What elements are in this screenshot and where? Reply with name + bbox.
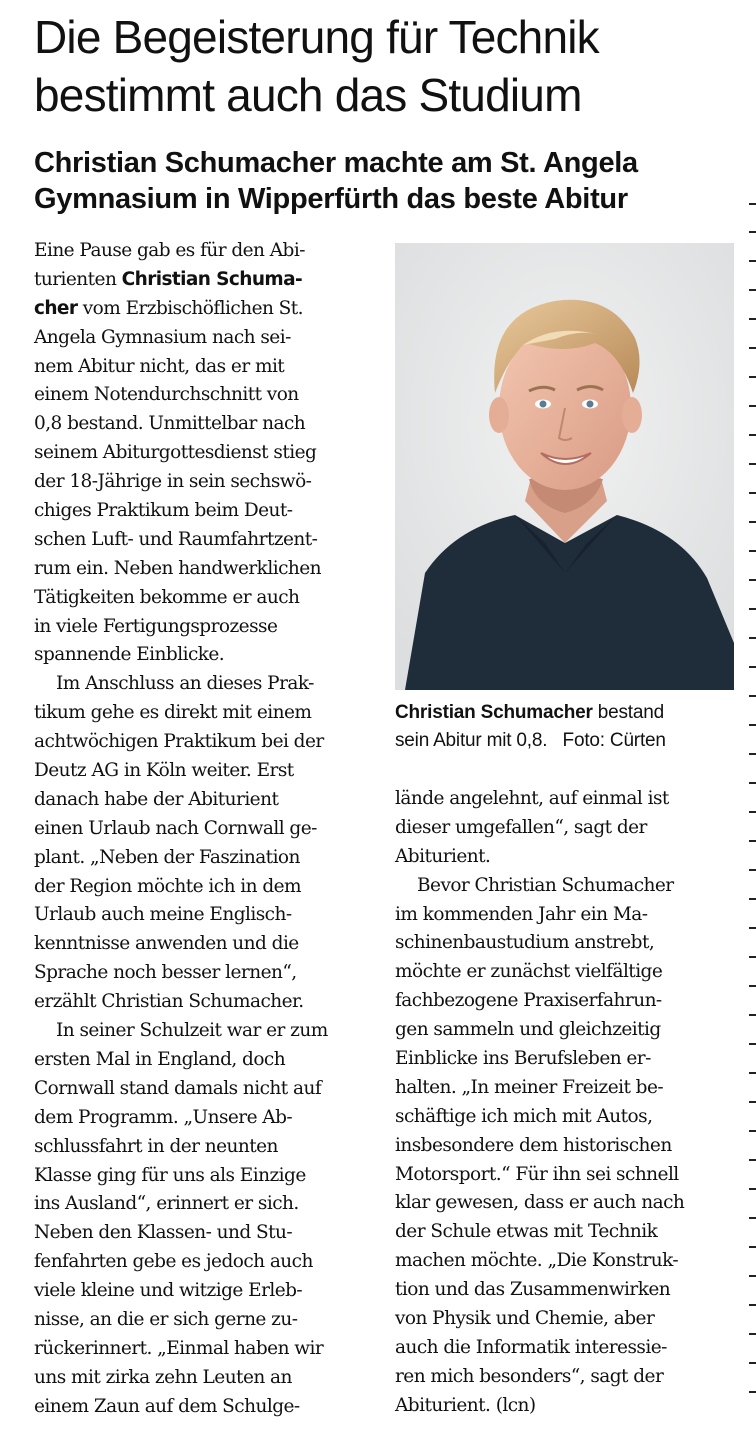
paragraph-start-line: Bevor Christian Schumacher [417,874,674,896]
text-line: rückerinnert. „Einmal haben wir [34,1337,324,1359]
text-line: Neben den Klassen- und Stu- [34,1222,293,1244]
text-fragment: turienten [34,268,122,290]
person-name-bold: cher [34,297,78,319]
text-line: chiges Praktikum beim Deut- [34,500,293,522]
subheadline-line: Gymnasium in Wipperfürth das beste Abitur [34,183,628,215]
text-line: Deutz AG in Köln weiter. Erst [34,760,294,782]
person-name-bold: Christian Schuma- [121,268,303,290]
caption-line [395,699,740,727]
portrait-photo [395,243,734,690]
caption-name: Christian Schumacher [395,702,593,723]
text-line: klar gewesen, dass er auch nach [395,1192,685,1214]
text-line: ins Ausland“, erinnert er sich. [34,1193,299,1215]
caption-text: sein Abitur mit 0,8. [395,730,548,751]
text-line: der Schule etwas mit Technik [395,1221,658,1243]
article-subheadline [34,145,734,217]
text-line: lände angelehnt, auf einmal ist [395,788,669,809]
subheadline-line: Christian Schumacher machte am St. Angela [34,147,638,179]
text-line: Tätigkeiten bekomme er auch [34,586,300,608]
text-line: fenfahrten gebe es jedoch auch [34,1251,313,1273]
text-line: uns mit zirka zehn Leuten an [34,1366,292,1388]
text-line: einem Notendurchschnitt von [34,384,299,406]
text-line: nem Abitur nicht, das er mit [34,355,285,377]
text-line: schinenbaustudium anstrebt, [395,932,655,954]
text-line: danach habe der Abiturient [34,788,279,810]
text-line: 0,8 bestand. Unmittelbar nach [34,413,306,435]
text-line: gen sammeln und gleichzeitig [395,1019,661,1041]
text-line: ersten Mal in England, doch [34,1048,286,1070]
text-line: fachbezogene Praxiserfahrun- [395,990,662,1012]
text-line: Einblicke ins Berufsleben er- [395,1048,651,1070]
text-line: Abiturient. [395,845,491,867]
text-line: tikum gehe es direkt mit einem [34,702,312,724]
text-line: dem Programm. „Unsere Ab- [34,1106,293,1128]
caption-line [395,727,740,755]
text-line: machen möchte. „Die Konstruk- [395,1250,679,1272]
text-line: Angela Gymnasium nach sei- [34,326,291,348]
text-line: insbesondere dem historischen [395,1134,672,1156]
text-line: Cornwall stand damals nicht auf [34,1077,322,1099]
text-line: halten. „In meiner Freizeit be- [395,1076,664,1098]
photo-caption [395,699,740,755]
text-line: einen Urlaub nach Cornwall ge- [34,817,317,839]
text-line: Motorsport.“ Für ihn sei schnell [395,1163,679,1185]
text-line: spannende Einblicke. [34,644,225,666]
text-line: tion und das Zusammenwirken [395,1279,671,1301]
text-line: erzählt Christian Schumacher. [34,991,304,1013]
article-column-left [34,237,379,1422]
text-line: kenntnisse anwenden und die [34,933,299,955]
text-line: auch die Informatik interessie- [395,1336,667,1358]
text-line: ren mich besonders“, sagt der [395,1365,664,1387]
text-line: Sprache noch besser lernen“, [34,962,297,984]
text-line: im kommenden Jahr ein Ma- [395,903,648,925]
headline-line: bestimmt auch das Studium [34,69,582,121]
text-line: rum ein. Neben handwerklichen [34,557,322,579]
text-line: nisse, an die er sich gerne zu- [34,1308,298,1330]
text-line: der 18-Jährige in sein sechswö- [34,471,312,493]
text-line: schäftige ich mich mit Autos, [395,1105,653,1127]
text-line: achtwöchigen Praktikum bei der [34,731,324,753]
text-line: Klasse ging für uns als Einzige [34,1164,306,1186]
text-line: Eine Pause gab es für den Abi- [34,240,305,261]
text-line [34,266,379,295]
paragraph-start-line: Im Anschluss an dieses Prak- [56,673,314,695]
text-line: schlussfahrt in der neunten [34,1135,278,1157]
text-line: plant. „Neben der Faszination [34,846,300,868]
article-column-right [395,785,740,1421]
portrait-illustration [395,243,734,690]
caption-text: bestand [592,702,664,723]
text-line: in viele Fertigungsprozesse [34,615,278,637]
text-line: von Physik und Chemie, aber [395,1308,655,1330]
text-line: Urlaub auch meine Englisch- [34,904,292,926]
text-line [34,295,379,324]
article-headline [34,8,734,124]
text-line: möchte er zunächst vielfältige [395,961,663,983]
text-line: Abiturient. (lcn) [395,1394,536,1416]
text-line: der Region möchte ich in dem [34,875,302,897]
text-line: dieser umgefallen“, sagt der [395,816,647,838]
photo-credit: Foto: Cürten [562,730,666,751]
text-line: schen Luft- und Raumfahrtzent- [34,528,318,550]
adjacent-column-edge [749,193,756,1423]
headline-line: Die Begeisterung für Technik [34,11,599,63]
text-line: viele kleine und witzige Erleb- [34,1280,303,1302]
paragraph-start-line: In seiner Schulzeit war er zum [56,1020,328,1042]
text-fragment: vom Erzbischöflichen St. [77,297,304,319]
text-line: seinem Abiturgottesdienst stieg [34,442,317,464]
text-line: einem Zaun auf dem Schulge- [34,1395,300,1417]
